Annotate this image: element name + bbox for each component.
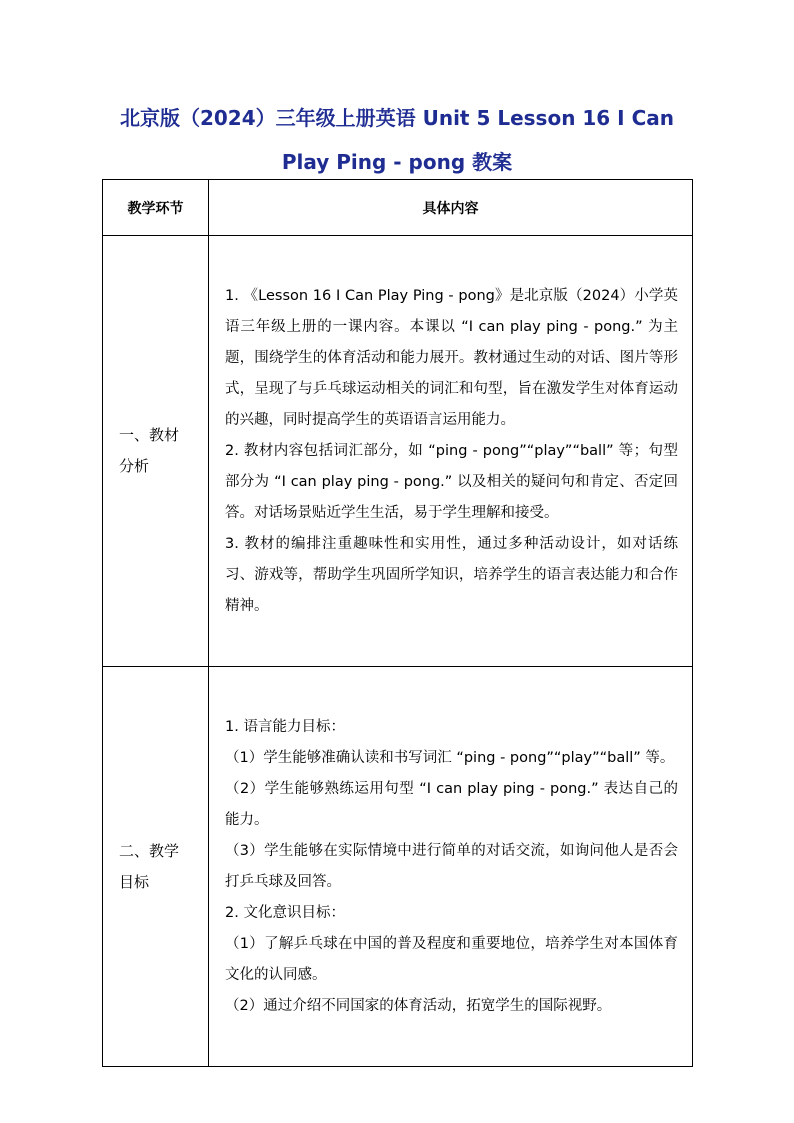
header-teaching-stage: 教学环节 (103, 180, 209, 236)
content-paragraph: 2. 教材内容包括词汇部分，如 “ping - pong”“play”“ball” 等；句型部分为 “I can play ping - pong.” 以及相关的疑问句和肯定、否定回答。对话场景贴近学生生活，易于学生理解和接受。 (225, 442, 678, 521)
content-paragraph: （1）了解乒乓球在中国的普及程度和重要地位，培养学生对本国体育文化的认同感。 (225, 935, 678, 983)
content-paragraph: （1）学生能够准确认读和书写词汇 “ping - pong”“play”“ball” 等。 (225, 749, 675, 766)
lesson-plan-table (102, 179, 693, 1067)
content-paragraph: 1. 语言能力目标： (225, 718, 345, 735)
title-line-1: 北京版（2024）三年级上册英语 Unit 5 Lesson 16 I Can (119, 106, 675, 130)
section-label-teaching-objectives: 二、教学 目标 (103, 667, 209, 1067)
content-paragraph: 1. 《Lesson 16 I Can Play Ping - pong》是北京版（2024）小学英语三年级上册的一课内容。本课以 “I can play ping - pong.” 为主题，围绕学生的体育活动和能力展开。教材通过生动的对话、图片等形式，呈现了与乒乓球运动相关的词汇和句型，旨在激发学生对体育运动的兴趣，同时提高学生的英语语言运用能力。 (225, 287, 678, 428)
table-header-row (103, 180, 693, 236)
content-paragraph: 3. 教材的编排注重趣味性和实用性，通过多种活动设计，如对话练习、游戏等，帮助学生巩固所学知识，培养学生的语言表达能力和合作精神。 (225, 535, 678, 614)
table-row (103, 236, 693, 667)
section-content-textbook-analysis (209, 236, 693, 667)
content-paragraph: （2）通过介绍不同国家的体育活动，拓宽学生的国际视野。 (225, 997, 612, 1014)
section-content-teaching-objectives (209, 667, 693, 1067)
content-paragraph: （2）学生能够熟练运用句型 “I can play ping - pong.” 表达自己的能力。 (225, 780, 678, 828)
table-row (103, 667, 693, 1067)
header-specific-content: 具体内容 (209, 180, 693, 236)
document-title (90, 96, 704, 184)
content-paragraph: （3）学生能够在实际情境中进行简单的对话交流，如询问他人是否会打乒乓球及回答。 (225, 842, 678, 890)
section-label-textbook-analysis: 一、教材 分析 (103, 236, 209, 667)
content-paragraph: 2. 文化意识目标： (225, 904, 345, 921)
title-line-2: Play Ping - pong 教案 (281, 150, 513, 174)
